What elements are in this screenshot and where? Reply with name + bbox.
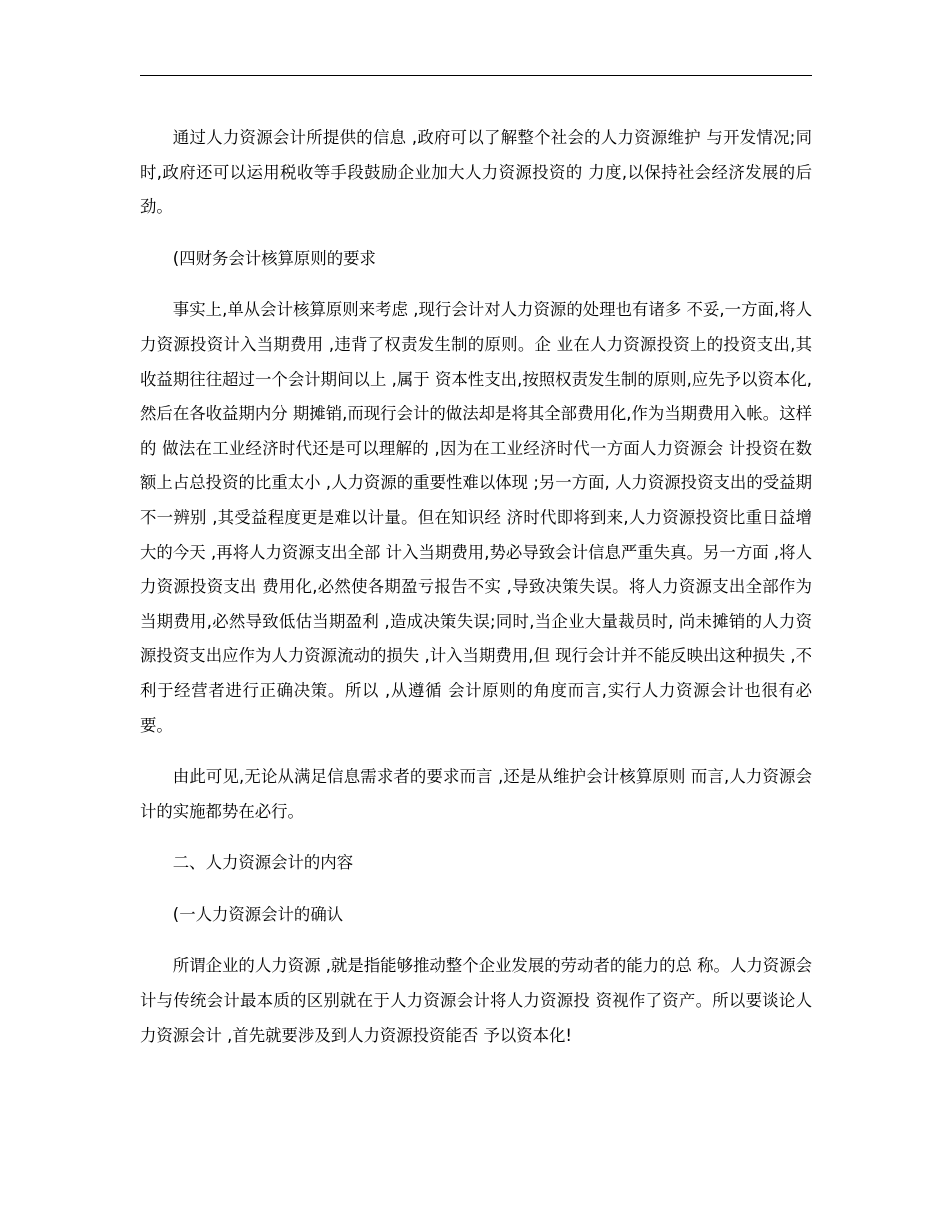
paragraph-conclusion: 由此可见,无论从满足信息需求者的要求而言 ,还是从维护会计核算原则 而言,人力资源会计的实施都势在必行。 bbox=[140, 767, 812, 821]
header-rule bbox=[140, 75, 812, 76]
section-heading-accounting-principles: (四财务会计核算原则的要求 bbox=[172, 248, 376, 268]
paragraph-accounting-principles: 事实上,单从会计核算原则来考虑 ,现行会计对人力资源的处理也有诸多 不妥,一方面,将人力资源投资计入当期费用 ,违背了权责发生制的原则。企 业在人力资源投资上的投资支出,其收益期往往超过一个会计期间以上 ,属于 资本性支出,按照权责发生制的原则,应先予以资本化,然后在各收益期内分 期摊销,而现行会计的做法却是将其全部费用化,作为当期费用入帐。这样的 做法在工业经济时代还是可以理解的 ,因为在工业经济时代一方面人力资源会 计投资在数额上占总投资的比重太小 ,人力资源的重要性难以体现 ;另一方面, 人力资源投资支出的受益期不一辨别 ,其受益程度更是难以计量。但在知识经 济时代即将到来,人力资源投资比重日益增大的今天 ,再将人力资源支出全部 计入当期费用,势必导致会计信息严重失真。另一方面 ,将人力资源投资支出 费用化,必然使各期盈亏报告不实 ,导致决策失误。将人力资源支出全部作为 当期费用,必然导致低估当期盈利 ,造成决策失误;同时,当企业大量裁员时, 尚未摊销的人力资源投资支出应作为人力资源流动的损失 ,计入当期费用,但 现行会计并不能反映出这种损失 ,不利于经营者进行正确决策。所以 ,从遵循 会计原则的角度而言,实行人力资源会计也很有必要。 bbox=[140, 300, 818, 735]
paragraph-government-use: 通过人力资源会计所提供的信息 ,政府可以了解整个社会的人力资源维护 与开发情况;同时,政府还可以运用税收等手段鼓励企业加大人力资源投资的 力度,以保持社会经济发展的后劲。 bbox=[140, 128, 812, 217]
document-body bbox=[140, 121, 818, 1053]
paragraph-human-resources-definition: 所谓企业的人力资源 ,就是指能够推动整个企业发展的劳动者的能力的总 称。人力资源会计与传统会计最本质的区别就在于人力资源会计将人力资源投 资视作了资产。所以要谈论人力资源会计 ,首先就要涉及到人力资源投资能否 予以资本化! bbox=[140, 956, 812, 1045]
section-heading-content: 二、人力资源会计的内容 bbox=[172, 853, 354, 873]
section-heading-recognition: (一人力资源会计的确认 bbox=[172, 904, 344, 924]
